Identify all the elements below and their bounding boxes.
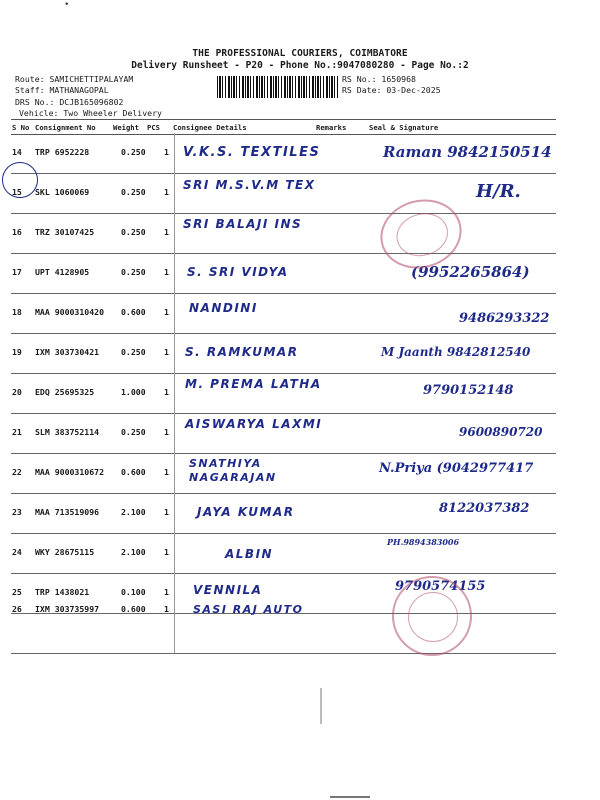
row-weight: 0.600 <box>121 604 146 614</box>
col-weight: Weight <box>113 123 139 132</box>
column-divider <box>174 453 175 493</box>
drs-no-label: DRS No.: DCJB165096802 <box>15 97 124 107</box>
col-remarks: Remarks <box>316 123 347 132</box>
column-divider <box>174 573 175 613</box>
consignee-handwritten: ALBIN <box>225 547 274 561</box>
row-pcs: 1 <box>164 387 169 397</box>
consignee-handwritten: V.K.S. TEXTILES <box>183 145 321 160</box>
column-divider <box>174 213 175 253</box>
row-weight: 0.250 <box>121 227 146 237</box>
consignee-handwritten: SASI RAJ AUTO <box>193 603 304 616</box>
row-sno: 23 <box>12 507 22 517</box>
row-pcs: 1 <box>164 467 169 477</box>
column-divider <box>174 133 175 173</box>
row-pcs: 1 <box>164 507 169 517</box>
receiver-signature: Raman 9842150514 <box>383 143 552 161</box>
company-seal-stamp <box>392 576 472 656</box>
row-weight: 0.600 <box>121 307 146 317</box>
row-weight: 1.000 <box>121 387 146 397</box>
row-consignment: MAA 9000310672 <box>35 467 105 477</box>
row-consignment: IXM 303735997 <box>35 604 100 614</box>
page-mark <box>330 796 370 798</box>
route-label: Route: SAMICHETTIPALAYAM <box>15 74 134 84</box>
row-weight: 2.100 <box>121 507 146 517</box>
row-consignment: EDQ 25695325 <box>35 387 95 397</box>
row-consignment: WKY 28675115 <box>35 547 95 557</box>
consignee-handwritten: S. RAMKUMAR <box>185 345 299 359</box>
row-weight: 0.250 <box>121 347 146 357</box>
barcode-image <box>217 76 339 98</box>
row-consignment: TRP 6952228 <box>35 147 90 157</box>
rs-date-label: RS Date: 03-Dec-2025 <box>342 85 441 95</box>
table-row <box>11 213 556 254</box>
vehicle-label: Vehicle: Two Wheeler Delivery <box>19 108 162 118</box>
consignee-handwritten: AISWARYA LAXMI <box>185 417 323 431</box>
column-divider <box>174 333 175 373</box>
consignee-handwritten: M. PREMA LATHA <box>185 377 322 391</box>
consignee-handwritten: JAYA KUMAR <box>197 505 295 519</box>
table-row <box>11 493 556 534</box>
column-divider <box>174 493 175 533</box>
row-pcs: 1 <box>164 227 169 237</box>
row-pcs: 1 <box>164 147 169 157</box>
row-sno: 26 <box>12 604 22 614</box>
row-sno: 15 <box>12 187 22 197</box>
receiver-signature: 9790152148 <box>423 383 514 398</box>
col-consignment: Consignment No <box>35 123 96 132</box>
consignee-handwritten: NANDINI <box>189 301 258 315</box>
row-weight: 2.100 <box>121 547 146 557</box>
column-divider <box>174 173 175 213</box>
consignee-handwritten: SRI M.S.V.M TEX <box>183 178 316 192</box>
row-sno: 20 <box>12 387 22 397</box>
col-seal-signature: Seal & Signature <box>369 123 439 132</box>
column-divider <box>174 253 175 293</box>
row-consignment: SLM 383752114 <box>35 427 100 437</box>
receiver-signature: (9952265864) <box>411 263 530 281</box>
table-row <box>11 133 556 174</box>
row-weight: 0.250 <box>121 427 146 437</box>
receiver-signature: H/R. <box>476 181 521 202</box>
row-weight: 0.250 <box>121 147 146 157</box>
table-row <box>11 413 556 454</box>
row-sno: 22 <box>12 467 22 477</box>
receiver-signature: 9600890720 <box>459 425 543 439</box>
row-consignment: UPT 4128905 <box>35 267 90 277</box>
row-consignment: TRP 1438021 <box>35 587 90 597</box>
consignee-handwritten: SNATHIYA NAGARAJAN <box>189 457 277 484</box>
row-consignment: TRZ 30107425 <box>35 227 95 237</box>
row-sno: 24 <box>12 547 22 557</box>
row-weight: 0.250 <box>121 187 146 197</box>
table-row <box>11 373 556 414</box>
table-row <box>11 293 556 334</box>
row-pcs: 1 <box>164 267 169 277</box>
col-consignee: Consignee Details <box>173 123 247 132</box>
row-pcs: 1 <box>164 427 169 437</box>
row-pcs: 1 <box>164 547 169 557</box>
row-consignment: MAA 9000310420 <box>35 307 105 317</box>
receiver-signature: M Jaanth 9842812540 <box>381 345 531 359</box>
page-mark <box>320 688 322 724</box>
row-pcs: 1 <box>164 187 169 197</box>
row-weight: 0.250 <box>121 267 146 277</box>
column-divider <box>174 413 175 453</box>
receiver-signature: PH.9894383006 <box>387 537 460 547</box>
receiver-signature: 8122037382 <box>439 501 530 516</box>
row-consignment: IXM 303730421 <box>35 347 100 357</box>
row-consignment: SKL 1060069 <box>35 187 90 197</box>
top-mark: • <box>64 0 70 10</box>
table-row <box>11 333 556 374</box>
table-row <box>11 453 556 494</box>
receiver-signature: 9486293322 <box>459 311 550 326</box>
column-divider <box>174 373 175 413</box>
receiver-signature: N.Priya (9042977417 <box>379 461 534 476</box>
consignee-handwritten: SRI BALAJI INS <box>183 217 303 231</box>
row-pcs: 1 <box>164 587 169 597</box>
table-row <box>11 533 556 574</box>
company-title: THE PROFESSIONAL COURIERS, COIMBATORE <box>192 48 408 59</box>
row-sno: 17 <box>12 267 22 277</box>
row-pcs: 1 <box>164 604 169 614</box>
table-row <box>11 603 556 654</box>
column-divider <box>174 293 175 333</box>
consignee-handwritten: VENNILA <box>193 583 263 597</box>
column-divider <box>174 533 175 573</box>
runsheet-subtitle: Delivery Runsheet - P20 - Phone No.:9047080280 - Page No.:2 <box>131 60 469 71</box>
row-pcs: 1 <box>164 307 169 317</box>
row-sno: 18 <box>12 307 22 317</box>
row-sno: 25 <box>12 587 22 597</box>
row-sno: 14 <box>12 147 22 157</box>
staff-label: Staff: MATHANAGOPAL <box>15 85 109 95</box>
table-row <box>11 253 556 294</box>
row-consignment: MAA 713519096 <box>35 507 100 517</box>
row-weight: 0.100 <box>121 587 146 597</box>
row-sno: 16 <box>12 227 22 237</box>
col-pcs: PCS <box>147 123 160 132</box>
row-sno: 19 <box>12 347 22 357</box>
table-row <box>11 173 556 214</box>
column-divider <box>174 613 175 653</box>
rs-no-label: RS No.: 1650968 <box>342 74 416 84</box>
row-sno: 21 <box>12 427 22 437</box>
row-pcs: 1 <box>164 347 169 357</box>
consignee-handwritten: S. SRI VIDYA <box>187 265 289 279</box>
col-sno: S No <box>12 123 30 132</box>
row-weight: 0.600 <box>121 467 146 477</box>
receiver-signature: 9790574155 <box>395 579 486 594</box>
